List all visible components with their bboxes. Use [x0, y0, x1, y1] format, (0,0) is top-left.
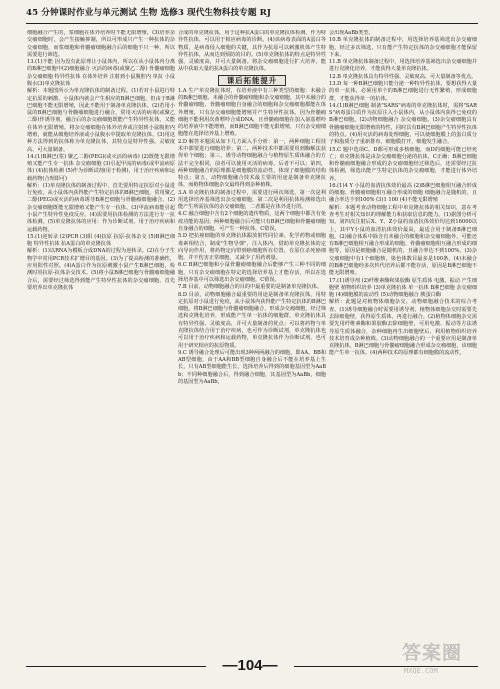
answer-column-left: [27, 30, 175, 642]
answer-paragraph: 13.D 每一种B淋巴细胞只能分泌一种特异性抗体，要想获得大量的单一抗体，必须用单个的B淋巴细胞进行无性繁殖，形成细胞群，才能获得单一的抗体。: [329, 80, 477, 102]
page-header: 45 分钟课时作业与单元测试 生物 选修3 现代生物科技专题 RJ: [26, 5, 478, 24]
answer-paragraph: 7.B 目前，动物细胞融合的目的中最重要的是制备单克隆抗体。: [178, 284, 322, 291]
section-title: [178, 75, 326, 86]
answer-paragraph: 12.B 单克隆抗体具有特异性强、灵敏度高、可大量制备等优点。: [329, 73, 477, 80]
answer-paragraph: 解析：本题考查动物细胞工程中单克隆抗体的相关知识，意在考查考生对相关知识的理解能力和获取信息的能力。(1)据图分析可知，第四次注射后X、Y、Z小鼠的血清抗体效价均达到16000以上，其中Y小鼠的血清抗体效价最高，最适合用于制备B淋巴细胞。(2)融合体系中除含有未融合的细胞和杂交瘤细胞外，可能还有B淋巴细胞相互融合形成的细胞、骨髓瘤细胞相互融合形成的细胞等，原因是细胞融合是随机的，且融合率达不到100%。(3)杂交瘤细胞中有1个细胞核，染色体数目最多是100条。(4)未融合的B淋巴细胞经多次传代培养后都不能存活，原因是B淋巴细胞不能无限增殖。: [329, 204, 477, 277]
answer-paragraph: 15.C 题中选项C、D都可形成多核细胞，而D的细胞可能已经死亡；单克隆抗体是由杂交瘤细胞分泌的抗体，C正确；B淋巴细胞和骨髓瘤细胞融合形成的杂交瘤细胞经过筛选后，还需要经过抗体检测，筛选出能产生特定抗体的杂交瘤细胞，才能进行体外培养。: [329, 146, 477, 182]
section-title-label: 课后拓能提升: [218, 75, 286, 86]
answer-paragraph: 解析：(1)以RNA为模板合成DNA的过程为逆转录。(2)在分子生物学中常用PCR技术扩增目的基因。(3)为了提高检测的准确性，应用阳性对照。(4)A蛋白作为抗原刺激小鼠产生B淋巴细胞，检测时用抗原-抗体杂交技术。(5)将小鼠B淋巴细胞与骨髓瘤细胞融合后，需要经过筛选得到能产生特异性抗体的杂交瘤细胞，首先要培养出单克隆抗体: [27, 248, 175, 291]
answer-paragraph: 6.C B淋巴细胞和小鼠骨髓瘤细胞融合后能够产生三种不同的细胞，只有杂交瘤细胞在特定的选择培养基上才能存活，所以在选择培养基中可以筛选出杂交瘤细胞，C错误。: [178, 262, 326, 283]
watermark-logo: [402, 641, 488, 685]
answer-paragraph: 11.B 单克隆抗体制备过程中，用选择培养基筛选出杂交瘤细胞并进行克隆化培养，才能获得大量单克隆抗体。: [329, 59, 477, 73]
answer-paragraph: 1.A 生产单克隆抗体时，在培养液中有三种类型的细胞：未融合的B淋巴细胞、未融合的骨髓瘤细胞和杂交瘤细胞，其中未融合的骨髓瘤细胞、骨髓瘤细胞自身融合的细胞和杂交瘤细胞都能在体外增殖，只有杂交瘤细胞能增殖并产生特异性抗体。因为骨髓瘤细胞不能利用次黄嘌呤合成DNA，且骨髓瘤细胞在加入氨基嘌呤的培养液中不能增殖，而B淋巴细胞不能无限增殖，只有杂交瘤细胞能在选择培养基上增殖。: [178, 87, 326, 138]
answer-paragraph: 解析：(1)单克隆抗体的制备过程中，首先要用特定抗原对小鼠进行免疫，从小鼠体内获得能产生特定抗体的B淋巴细胞，常用聚乙二醇(PEG)或灭活的病毒诱导B淋巴细胞与骨髓瘤细胞融合。(2)杂交瘤细胞既能无限增殖又能产生专一抗体。(3)甲流病毒能引起小鼠产生特异性免疫反应。(4)需要用抗体检测的方法进行专一抗体检测。(5)单克隆抗体的应用：作为诊断试剂，用于治疗疾病和运载药物。: [27, 182, 175, 233]
answer-paragraph: 16.(1)4 Y 小鼠的血清抗体效价最高 (2)B淋巴细胞相互融合形成的细胞、骨髓瘤细胞相互融合形成的细胞 细胞融合是随机的，且融合率达不到100% (3)1 100 (4)不能无限增殖: [329, 182, 477, 204]
footer-rule-left: [26, 666, 206, 667]
answer-column-right: [329, 30, 477, 642]
answer-paragraph: 10.B 单克隆抗体的制备过程中，用选择培养基筛选出杂交瘤细胞，经过多次筛选，只有能产生特定抗体的杂交瘤细胞才能保留下来。: [329, 37, 477, 58]
answer-paragraph: 解析：本题图所示为单克隆抗体的制备过程。(1)若对小鼠进行特定抗原的刺激，小鼠体内就会产生相应的B淋巴细胞，但由于B淋巴细胞不能无限增殖，因此不能用于制备单克隆抗体。(2)若用小鼠的B淋巴细胞与骨髓瘤细胞进行融合，常用灭活的病毒(或聚乙二醇)作诱导剂，融合后的杂交瘤细胞既能产生特异性抗体，又能在体外无限增殖。将杂交瘤细胞在体外培养或注射到小鼠腹腔内增殖，就能从细胞培养液或小鼠腹水中提取单克隆抗体。(3)用这种方法得到的抗体称为单克隆抗体，其特点是特异性强、灵敏度高、可大量制备。: [27, 88, 175, 153]
answer-paragraph: 15.(1)逆转录 (2)PCR (3)阳 (4)抗原 抗原-抗体杂交 (5)B淋巴细胞 特异性抗体 抗A蛋白的单克隆抗体: [27, 233, 175, 248]
answer-paragraph: 会出现AaBb类型。: [329, 30, 374, 36]
answer-column-middle: [178, 30, 326, 642]
answer-paragraph: 4.C 融合细胞中含有2个细胞的遗传物质，这两个细胞中都含有免疫功能的基因；两种细胞融合后可能只有B淋巴细胞和骨髓瘤细胞自身融合的细胞，可产生一种抗体，C错误。: [178, 211, 326, 233]
answer-paragraph: 细胞融合产生的，浆细胞在体外培养时不能无限增殖。(3)培养杂交瘤细胞时，会产生接触抑制，所以可形成只产生一种抗体的杂交瘤细胞，而浆细胞和骨髓瘤细胞融合后的细胞不只一种，所以需要进行筛选。: [27, 30, 175, 58]
answer-paragraph: 合成的单克隆抗体。用于这种抗A蛋白的单克隆抗体检测，作为特异性抗体，可以用于相应病毒的诊断。(4)该病毒表面的A蛋白等物质，是病毒侵入细胞的关键，其作为抗原可以刺激机体产生特异性抗体，从而达到预防的目的。(5)单克隆抗体的特点是特异性强、灵敏度高，并可大量制备。将杂交瘤细胞进行扩大培养，能从中获取大量的抗A蛋白的单克隆抗体。: [178, 30, 326, 73]
watermark-text: 答案圈: [402, 642, 463, 664]
page-number: —104—: [222, 657, 278, 674]
answer-paragraph: 5.D 把抗癌细胞的单克隆抗体跟放射性同位素、化学药物或细胞毒素相结合，制成"生物导弹"，注入体内，借助单克隆抗体的定向导向作用，将药物定向带到癌细胞所在位置，在原位杀死癌细胞，并不伤害正常细胞，又减少了用药剂量。: [178, 233, 326, 262]
answer-paragraph: 14.(1)B淋巴(浆) 聚乙二醇(PEG)(或灭活的病毒) (2)既能无限增殖又能产生专一抗体 杂交瘤细胞 (3)引起甲流的病毒(或甲流病原体) (4)抗体检测 (5)作为诊断试剂(用于检测)，用于治疗疾病和运载药物(合理即可): [27, 153, 175, 182]
answer-paragraph: 3.A 单克隆抗体的制备过程中，需要进行两次筛选，第一次是利用选择培养基筛选出杂交瘤细胞，第二次是利用抗体检测筛选出能产生所需抗体的杂交瘤细胞，二者都是在体外进行的。: [178, 189, 326, 211]
answer-paragraph: 解析：此题是对植物体细胞杂交、动物细胞融合技术的综合考查。(1)诱导细胞融合时需要用诱导剂，植物体细胞杂交时需要先去除细胞壁，获得原生质体，再进行融合。(2)植物体细胞杂交需要先用纤维素酶和果胶酶去除细胞壁，可用电激、振动等方法诱导原生质体融合，杂种细胞再生出细胞壁后，利用植物组织培养技术培育成杂种植株。(3)动物细胞融合的一个重要应用是制备单克隆抗体，B淋巴细胞与骨髓瘤细胞融合形成杂交瘤细胞，该细胞能产生单一抗体。(4)两种技术的原理都有细胞膜的流动性。: [329, 299, 477, 357]
watermark-url: MXQE.COM: [404, 667, 438, 675]
answer-paragraph: 9.C 诱导融合处理后可能出现3种两两融合的细胞，即AA、BB和AB型细胞，由于AA和BB型细胞自身融合后不能在培养基上生长，只有AB型细胞能生长，选择培养后得到的细胞基因型为AaBb；不同种细胞融合后，得到融合细胞，其基因型为AaBb，细胞的基因型为AaBb，: [178, 349, 326, 385]
answer-paragraph: 14.(1)B淋巴细胞 制备"SARS"病毒的单克隆抗体时，需将"SARS"病毒蛋白质作为抗原注入小鼠体内，从小鼠体内获得已免疫的B淋巴细胞。(2)动物细胞融合 杂交瘤细胞。(3)杂交瘤细胞具有骨髓瘤细胞无限增殖的特性，同时具有B淋巴细胞产生特异性抗体的特点。(4)用灭活的病毒处理细胞，可以使细胞膜上的蛋白质分子和脂质分子重新排布，细胞膜打开，细胞发生融合。: [329, 102, 477, 146]
answer-paragraph: 17.(1)诱导剂 (2)纤维素酶和果胶酶 原生质体 电激、振动 产生细胞壁 植物组织培养 (3)单克隆抗体 单一抗体 B淋巴细胞 杂交瘤细胞 (4)细胞膜的流动性 (5)动物细胞融合 胰蛋白酶: [329, 277, 477, 299]
answer-paragraph: 8.D 目前，动物细胞融合最重要的用途是制备单克隆抗体，用特定抗原对小鼠进行免疫，从小鼠体内获得能产生特定抗体的B淋巴细胞，将B淋巴细胞与骨髓瘤细胞融合，形成杂交瘤细胞，经过筛选和克隆化培养，形成能产生单一抗体的细胞群，单克隆抗体具有特异性强、灵敏度高，并可大量制备的优点；可以将药物与单克隆抗体结合用于治疗疾病，也可作为诊断试剂，单克隆抗体也可以用于治疗疾病和运载药物，单克隆抗体作为诊断试剂，也可用于研究相应的抗原物质。: [178, 291, 326, 349]
answer-paragraph: 13.(1)不能 因为没有此原理让小鼠体内，所以在从小鼠体内分离的B淋巴细胞中(2)细胞融合 灭活的病毒(或聚乙二醇) 骨髓瘤细胞 杂交瘤细胞 特异性抗体 在体外培养 注射到小鼠腹腔内 单抗 小鼠腹水(3)单克隆抗体: [27, 59, 175, 87]
answer-paragraph: 2.D 解答本题需从如下几方面入手分析：第一，两种细胞工程技术中都要进行细胞培养；第二，两种技术中都需要用到酶解法获得单个细胞；第三，诱导动物细胞融合与植物原生质体融合的方法不完全相同，前者可以使用灭活的病毒，后者不可以；第四，两种细胞融合的原理都是细胞膜的流动性，体现了细胞膜的结构特点；第五，动物细胞融合技术最主要的用途是制备单克隆抗体，而植物体细胞杂交最终得到杂种植株。: [178, 138, 326, 189]
